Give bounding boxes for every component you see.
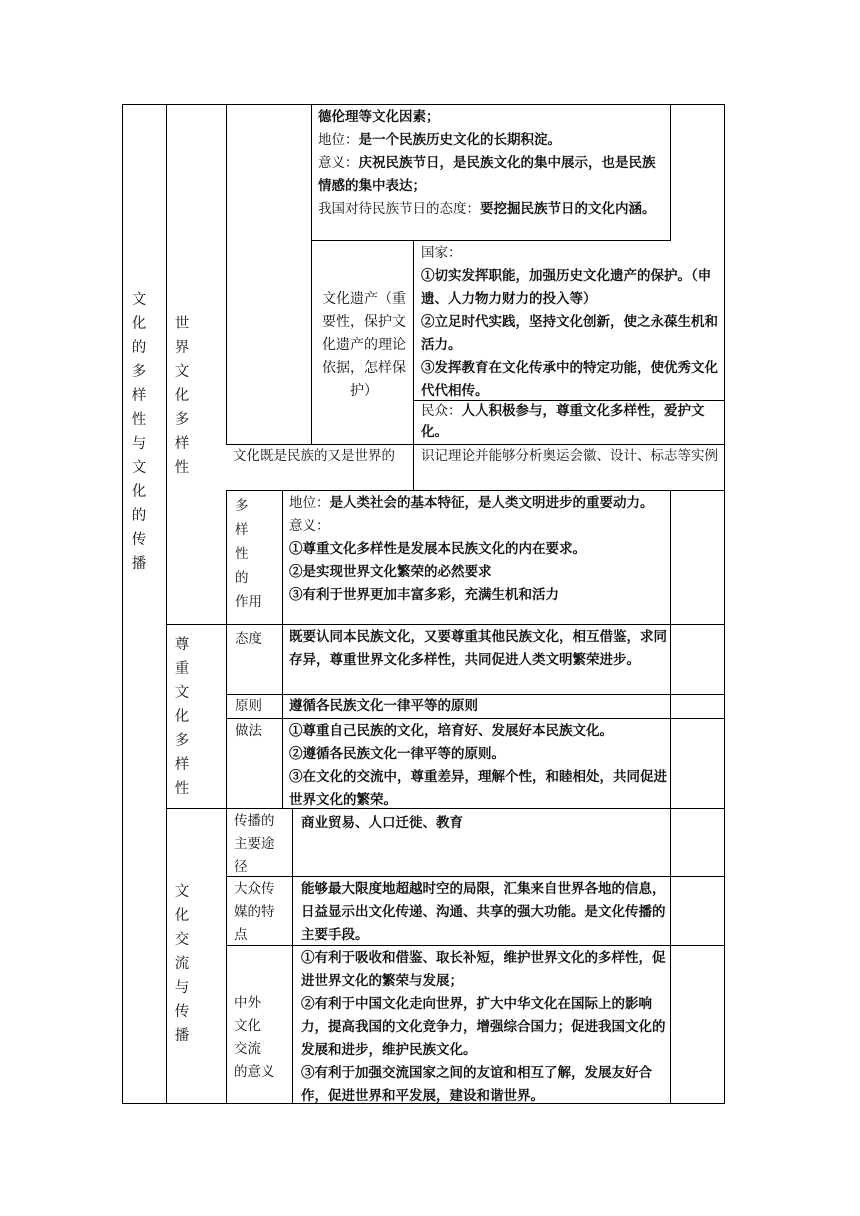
heritage-public-text: 人人积极参与，尊重文化多样性，爱护文化。 — [421, 403, 705, 440]
festival-pos-label: 地位： — [318, 132, 359, 148]
national-world-label: 文化既是民族的又是世界的 — [233, 448, 395, 464]
exchange-route-text: 商业贸易、人口迁徙、教育 — [301, 815, 463, 831]
heritage-public-label: 民众： — [421, 403, 462, 419]
festival-meaning-text: 庆祝民族节日，是民族文化的集中展示，也是民族情感的集中表达； — [318, 155, 656, 194]
respect-method-3: ③在文化的交流中，尊重差异，理解个性，和睦相处，共同促进世界文化的繁荣。 — [289, 769, 667, 808]
festival-line1: 德伦理等文化因素； — [318, 109, 440, 125]
subsection-respect-diversity: 尊 重 文 化 多 样 性 — [174, 637, 190, 797]
section-title: 文 化 的 多 样 性 与 文 化 的 传 播 — [131, 292, 147, 572]
exchange-media-label: 大众传 媒的特 点 — [234, 881, 275, 943]
exchange-significance-content — [301, 947, 667, 1108]
festival-meaning-label: 意义： — [318, 155, 359, 171]
diversity-role-label: 多 样 性 的 作用 — [235, 498, 262, 610]
diversity-m2: ②是实现世界文化繁荣的必然要求 — [289, 564, 492, 580]
exchange-media-text: 能够最大限度地超越时空的局限，汇集来自世界各地的信息，日益显示出文化传递、沟通、共享的强大功能。是文化传播的主要手段。 — [301, 881, 666, 943]
festival-attitude-label: 我国对待民族节日的态度： — [318, 201, 480, 217]
diversity-meaning-label: 意义： — [289, 518, 330, 534]
national-world-text: 识记理论并能够分析奥运会徽、设计、标志等实例 — [421, 448, 718, 464]
festival-pos-text: 是一个民族历史文化的长期积淀。 — [358, 132, 561, 148]
heritage-state — [421, 242, 719, 403]
diversity-pos-text: 是人类社会的基本特征，是人类文明进步的重要动力。 — [329, 495, 654, 511]
respect-method-label: 做法 — [235, 723, 262, 739]
festival-content — [318, 106, 666, 221]
exchange-sig-1: ①有利于吸收和借鉴、取长补短，维护世界文化的多样性，促进世界文化的繁荣与发展； — [301, 950, 666, 989]
subsection-world-diversity: 世 界 文 化 多 样 性 — [174, 316, 190, 476]
exchange-sig-2: ②有利于中国文化走向世界，扩大中华文化在国际上的影响力，提高我国的文化竞争力，增强综合国力；促进我国文化的发展和进步，维护民族文化。 — [301, 996, 666, 1058]
heritage-label: 文化遗产（重要性，保护文化遗产的理论依据，怎样保护） — [322, 291, 406, 399]
festival-attitude-text: 要挖掘民族节日的文化内涵。 — [480, 201, 656, 217]
respect-attitude-label: 态度 — [235, 631, 262, 647]
diversity-m3: ③有利于世界更加丰富多彩，充满生机和活力 — [289, 587, 559, 603]
exchange-route-label: 传播的 主要途 径 — [234, 813, 275, 875]
exchange-significance-label: 中外 文化 交流 的意义 — [234, 995, 275, 1080]
respect-principle-text: 遵循各民族文化一律平等的原则 — [289, 698, 478, 714]
heritage-state-2: ②立足时代实践，坚持文化创新，使之永葆生机和活力。 — [421, 314, 718, 353]
respect-attitude-text: 既要认同本民族文化，又要尊重其他民族文化，相互借鉴，求同存异，尊重世界文化多样性，共同促进人类文明繁荣进步。 — [289, 629, 667, 668]
heritage-public — [421, 401, 719, 443]
diversity-role-content — [289, 492, 667, 607]
respect-method-content — [289, 720, 667, 812]
respect-method-1: ①尊重自己民族的文化，培育好、发展好本民族文化。 — [289, 723, 613, 739]
heritage-state-1: ①切实发挥职能，加强历史文化遗产的保护。（申遗、人力物力财力的投入等） — [421, 268, 712, 307]
diversity-m1: ①尊重文化多样性是发展本民族文化的内在要求。 — [289, 541, 586, 557]
heritage-state-label: 国家： — [421, 245, 462, 261]
heritage-state-3: ③发挥教育在文化传承中的特定功能，使优秀文化代代相传。 — [421, 360, 718, 399]
respect-principle-label: 原则 — [235, 698, 262, 714]
subsection-exchange: 文 化 交 流 与 传 播 — [174, 884, 190, 1044]
exchange-sig-3: ③有利于加强交流国家之间的友谊和相互了解，发展友好合作，促进世界和平发展，建设和谐世界。 — [301, 1065, 652, 1104]
respect-method-2: ②遵循各民族文化一律平等的原则。 — [289, 746, 505, 762]
diversity-pos-label: 地位： — [289, 495, 330, 511]
